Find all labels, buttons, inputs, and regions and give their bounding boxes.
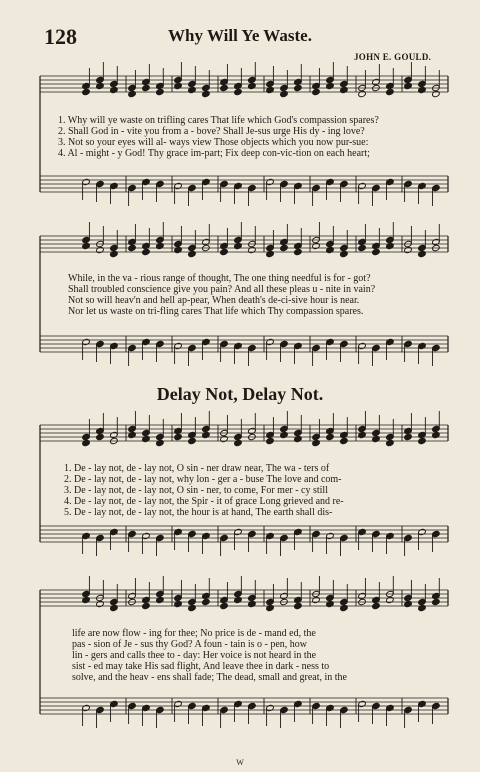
note-head — [248, 82, 257, 89]
note-head — [404, 246, 413, 253]
note-head — [188, 86, 197, 93]
note-head — [110, 604, 119, 611]
note-head — [128, 431, 137, 438]
note-head — [294, 248, 303, 255]
hymn-title: Delay Not, Delay Not. — [156, 384, 324, 404]
note-head — [432, 598, 441, 605]
note-head — [82, 596, 91, 603]
note-head — [156, 88, 165, 95]
note-head — [188, 604, 197, 611]
lyric-line: 4. De - lay not, de - lay not, the Spir - it of grace Long grieved and re- — [64, 496, 344, 507]
note-head — [358, 90, 367, 97]
lyric-line: Nor let us waste on tri-fling cares That life which Thy compassion spares. — [68, 306, 364, 317]
note-head — [340, 250, 349, 257]
note-head — [156, 596, 165, 603]
note-head — [404, 600, 413, 607]
note-head — [312, 439, 321, 446]
note-head — [418, 250, 427, 257]
lyric-line: Not so will heav'n and hell ap-pear, When death's de-ci-sive hour is near. — [68, 295, 360, 306]
note-head — [220, 435, 229, 442]
hymn1-system2-lyrics — [68, 273, 375, 317]
note-head — [404, 433, 413, 440]
note-head — [326, 246, 335, 253]
lyric-line: 2. De - lay not, de - lay not, why lon - ger a - buse The love and com- — [64, 474, 342, 485]
note-head — [418, 86, 427, 93]
note-head — [248, 600, 257, 607]
note-head — [326, 433, 335, 440]
note-head — [432, 431, 441, 438]
lyric-line: lin - gers and calls thee to - day: Her voice is not heard in the — [72, 650, 317, 661]
lyric-line: sist - ed may take His sad flight, And leave thee in dark - ness to — [72, 661, 330, 672]
note-head — [82, 242, 91, 249]
note-head — [386, 88, 395, 95]
note-head — [266, 86, 275, 93]
note-head — [266, 437, 275, 444]
note-head — [96, 82, 105, 89]
note-head — [280, 90, 289, 97]
note-head — [174, 246, 183, 253]
hymn2-system1-lyrics — [64, 463, 344, 518]
note-head — [340, 604, 349, 611]
note-head — [312, 242, 321, 249]
page-footer: W — [236, 758, 244, 767]
note-head — [326, 600, 335, 607]
note-head — [294, 435, 303, 442]
lyric-line: life are now flow - ing for thee; No price is de - mand ed, the — [72, 628, 316, 639]
lyric-line: 1. De - lay not, de - lay not, O sin - ner draw near, The wa - ters of — [64, 463, 330, 474]
note-head — [312, 596, 321, 603]
note-head — [294, 602, 303, 609]
note-head — [386, 242, 395, 249]
note-head — [142, 248, 151, 255]
lyric-line: 1. Why will ye waste on trifling cares That life which God's compassion spares? — [58, 115, 379, 126]
note-head — [234, 596, 243, 603]
lyric-line: 3. De - lay not, de - lay not, O sin - ner, to come, For mer - cy still — [64, 485, 328, 496]
note-head — [202, 598, 211, 605]
composer-credit: JOHN E. GOULD. — [354, 52, 432, 62]
note-head — [82, 88, 91, 95]
note-head — [294, 84, 303, 91]
note-head — [174, 82, 183, 89]
note-head — [96, 600, 105, 607]
note-head — [128, 90, 137, 97]
note-head — [202, 431, 211, 438]
lyric-line: solve, and the heav - ens shall fade; The dead, small and great, in the — [72, 672, 347, 683]
note-head — [188, 250, 197, 257]
note-head — [266, 604, 275, 611]
note-head — [220, 84, 229, 91]
note-head — [234, 242, 243, 249]
note-head — [234, 439, 243, 446]
note-head — [82, 439, 91, 446]
hymn-title: Why Will Ye Waste. — [168, 26, 312, 45]
note-head — [202, 90, 211, 97]
lyric-line: While, in the va - rious range of thought, The one thing needful is for - got? — [68, 273, 371, 284]
note-head — [96, 246, 105, 253]
note-head — [280, 244, 289, 251]
note-head — [280, 431, 289, 438]
note-head — [96, 433, 105, 440]
note-head — [418, 604, 427, 611]
page-number: 128 — [44, 24, 77, 49]
note-head — [128, 244, 137, 251]
note-head — [234, 88, 243, 95]
note-head — [432, 90, 441, 97]
lyric-line: 5. De - lay not, de - lay not, the hour is at hand, The earth shall dis- — [64, 507, 333, 518]
hymn1-system1-lyrics — [58, 115, 379, 159]
note-head — [386, 439, 395, 446]
lyric-line: Shall troubled conscience give you pain? And all these pleas u - nite in vain? — [68, 284, 376, 295]
note-head — [142, 435, 151, 442]
note-head — [358, 244, 367, 251]
lyric-line: 4. Al - might - y God! Thy grace im-part; Fix deep con-vic-tion on each heart; — [58, 148, 370, 159]
note-head — [248, 246, 257, 253]
note-head — [220, 248, 229, 255]
note-head — [174, 600, 183, 607]
note-head — [372, 435, 381, 442]
note-head — [188, 437, 197, 444]
note-head — [156, 242, 165, 249]
lyric-line: 2. Shall God in - vite you from a - bove? Shall Je-sus urge His dy - ing love? — [58, 126, 365, 137]
note-head — [418, 437, 427, 444]
note-head — [326, 82, 335, 89]
note-head — [372, 602, 381, 609]
lyric-line: pas - sion of Je - sus thy God? A foun - tain is o - pen, how — [72, 639, 307, 650]
note-head — [174, 433, 183, 440]
note-head — [340, 86, 349, 93]
note-head — [358, 431, 367, 438]
note-head — [110, 86, 119, 93]
note-head — [142, 84, 151, 91]
note-head — [372, 248, 381, 255]
note-head — [340, 437, 349, 444]
note-head — [220, 602, 229, 609]
note-head — [312, 88, 321, 95]
note-head — [386, 596, 395, 603]
hymn2-system2-lyrics — [72, 628, 347, 683]
note-head — [404, 82, 413, 89]
note-head — [142, 602, 151, 609]
note-head — [266, 250, 275, 257]
note-head — [110, 250, 119, 257]
note-head — [156, 439, 165, 446]
lyric-line: 3. Not so your eyes will al- ways view Those objects which you now pur-sue: — [58, 137, 369, 148]
